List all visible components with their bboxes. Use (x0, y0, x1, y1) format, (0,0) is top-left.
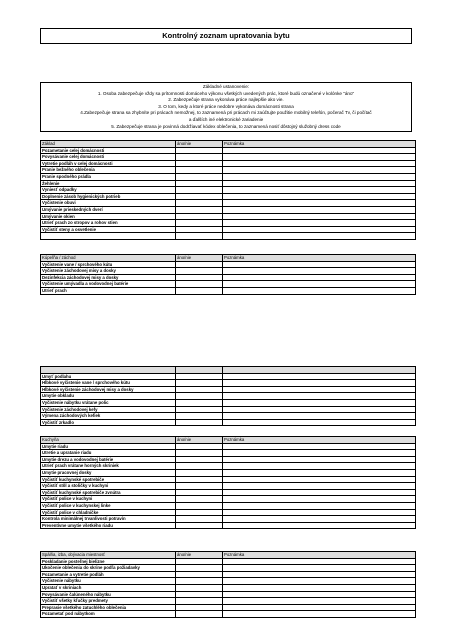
yes-no-cell[interactable] (176, 483, 223, 490)
yes-no-cell[interactable] (176, 604, 223, 611)
table-row (41, 160, 416, 167)
task-label: Ukočenie oblečenia do skrine podľa požiadavky (41, 565, 176, 572)
table-row (41, 558, 416, 565)
yes-no-cell[interactable] (176, 558, 223, 565)
yes-no-cell[interactable] (176, 393, 223, 400)
yes-no-cell[interactable] (176, 206, 223, 213)
yes-no-cell[interactable] (176, 180, 223, 187)
yes-no-cell[interactable] (176, 502, 223, 509)
section-header-row (41, 552, 416, 559)
yes-no-cell[interactable] (176, 489, 223, 496)
note-cell[interactable] (223, 463, 416, 470)
checklist-section-table (40, 254, 416, 295)
yes-no-cell[interactable] (176, 611, 223, 618)
yes-no-cell[interactable] (176, 406, 223, 413)
table-row (41, 469, 416, 476)
task-label: Utrieť prach (41, 287, 176, 294)
note-header: Poznámka (223, 255, 416, 262)
yes-no-cell[interactable] (176, 380, 223, 387)
task-label: Umytie obkladu (41, 393, 176, 400)
task-label: Pranie spodného prádla (41, 173, 176, 180)
note-cell[interactable] (223, 516, 416, 523)
yes-no-cell[interactable] (176, 193, 223, 200)
checklist-sheet (40, 0, 450, 632)
yes-no-header: áno/nie (176, 141, 223, 148)
note-header (223, 367, 416, 374)
task-label (41, 233, 176, 240)
note-cell[interactable] (223, 380, 416, 387)
table-row (41, 233, 416, 240)
section-header-row (41, 255, 416, 262)
task-label: Pozametanie celej domácnosti (41, 147, 176, 154)
note-cell[interactable] (223, 483, 416, 490)
yes-no-cell[interactable] (176, 565, 223, 572)
note-cell[interactable] (223, 502, 416, 509)
task-label: Doplnenie zásob hygienických potrieb (41, 193, 176, 200)
task-label: Vyčistiť kuchynské spotrebiče zvnútra (41, 489, 176, 496)
yes-no-cell[interactable] (176, 496, 223, 503)
task-label: Preventívne umytie všetkého riadu (41, 522, 176, 529)
note-cell[interactable] (223, 200, 416, 207)
table-row (41, 373, 416, 380)
yes-no-cell[interactable] (176, 469, 223, 476)
yes-no-cell[interactable] (176, 522, 223, 529)
table-row (41, 516, 416, 523)
note-cell[interactable] (223, 419, 416, 426)
checklist-section-table (40, 436, 416, 529)
note-cell[interactable] (223, 522, 416, 529)
task-label: Vyčistiť všetky kľučky predmety (41, 598, 176, 605)
section-header (41, 367, 176, 374)
task-label: Vytretie podláh v celej domácnosti (41, 160, 176, 167)
note-cell[interactable] (223, 281, 416, 288)
task-label: Vyčistiť police v chladničke (41, 509, 176, 516)
section-header-row (41, 367, 416, 374)
yes-no-cell[interactable] (176, 173, 223, 180)
yes-no-cell[interactable] (176, 463, 223, 470)
task-label: Výmena záchodových kefiek (41, 413, 176, 420)
yes-no-cell[interactable] (176, 233, 223, 240)
table-row (41, 274, 416, 281)
note-cell[interactable] (223, 147, 416, 154)
note-cell[interactable] (223, 274, 416, 281)
intro-line: 5. Zabezpečuje strana je povinná dodržiavať kódex oblečenia, to zaznamená nosiť dôstojný služobný dress code (111, 123, 341, 129)
table-row (41, 147, 416, 154)
yes-no-cell[interactable] (176, 584, 223, 591)
task-label: Utretie a upratanie riadu (41, 450, 176, 457)
table-row (41, 456, 416, 463)
yes-no-cell[interactable] (176, 226, 223, 233)
table-row (41, 522, 416, 529)
task-label: Pozametanie a vytretie podláh (41, 571, 176, 578)
note-cell[interactable] (223, 469, 416, 476)
note-cell[interactable] (223, 373, 416, 380)
task-label: Poskladanie posteľnej bielizne (41, 558, 176, 565)
yes-no-header (176, 367, 223, 374)
table-row (41, 268, 416, 275)
note-cell[interactable] (223, 173, 416, 180)
note-cell[interactable] (223, 489, 416, 496)
table-row (41, 502, 416, 509)
yes-no-cell[interactable] (176, 213, 223, 220)
note-header: Poznámka (223, 552, 416, 559)
yes-no-cell[interactable] (176, 419, 223, 426)
note-cell[interactable] (223, 406, 416, 413)
yes-no-cell[interactable] (176, 187, 223, 194)
table-row (41, 226, 416, 233)
section-header: Kúpeľňa / záchod (41, 255, 176, 262)
note-cell[interactable] (223, 591, 416, 598)
note-cell[interactable] (223, 193, 416, 200)
table-row (41, 419, 416, 426)
table-row (41, 450, 416, 457)
checklist-section-table (40, 551, 416, 618)
task-label: Pozametať pod nábytkom (41, 611, 176, 618)
yes-no-cell[interactable] (176, 274, 223, 281)
note-cell[interactable] (223, 180, 416, 187)
table-row (41, 167, 416, 174)
table-row (41, 611, 416, 618)
task-label: Preprasie všetkého zatuchlého oblečenia (41, 604, 176, 611)
table-row (41, 399, 416, 406)
task-label: Vyčistenie vane / sprchového kútu (41, 261, 176, 268)
note-cell[interactable] (223, 584, 416, 591)
yes-no-cell[interactable] (176, 220, 223, 227)
intro-box (40, 82, 412, 132)
task-label: Vyčistenie záchodovej misy a dosky (41, 268, 176, 275)
section-header-row (41, 437, 416, 444)
task-label: Vyčistiť zrkadlo (41, 419, 176, 426)
intro-line: 2. Zabezpečuje strana vykonáva práce najlepšie ako vie. (168, 97, 284, 103)
note-cell[interactable] (223, 578, 416, 585)
yes-no-cell[interactable] (176, 261, 223, 268)
table-row (41, 406, 416, 413)
table-row (41, 193, 416, 200)
intro-heading: Základné ustanovenie: (202, 84, 250, 89)
yes-no-cell[interactable] (176, 281, 223, 288)
task-label: Povysávanie čalúneného nábytku (41, 591, 176, 598)
yes-no-cell[interactable] (176, 399, 223, 406)
task-label: Vyčistenie nábytku vrátane polic (41, 399, 176, 406)
task-label: Dezinfekcia záchodovej misy a dosky (41, 274, 176, 281)
note-cell[interactable] (223, 287, 416, 294)
note-cell[interactable] (223, 154, 416, 161)
yes-no-cell[interactable] (176, 509, 223, 516)
table-row (41, 591, 416, 598)
table-row (41, 187, 416, 194)
note-cell[interactable] (223, 456, 416, 463)
table-row (41, 565, 416, 572)
yes-no-cell[interactable] (176, 373, 223, 380)
table-row (41, 483, 416, 490)
note-cell[interactable] (223, 160, 416, 167)
table-row (41, 287, 416, 294)
section-header: Kuchyňa (41, 437, 176, 444)
table-row (41, 496, 416, 503)
yes-no-header: áno/nie (176, 552, 223, 559)
yes-no-cell[interactable] (176, 516, 223, 523)
table-row (41, 598, 416, 605)
note-cell[interactable] (223, 598, 416, 605)
table-row (41, 200, 416, 207)
yes-no-cell[interactable] (176, 413, 223, 420)
task-label: Vyčistenie záchodovej kefy (41, 406, 176, 413)
yes-no-cell[interactable] (176, 200, 223, 207)
task-label: Hĺbkové vyčistenie záchodovej misy a dosky (41, 386, 176, 393)
checklist-section-table (40, 140, 416, 240)
task-label: Umytie pracovnej dosky (41, 469, 176, 476)
task-label: Umývanie okien (41, 213, 176, 220)
table-row (41, 604, 416, 611)
table-row (41, 584, 416, 591)
task-label: Žehlenie (41, 180, 176, 187)
task-label: Utrieť prach vrátane horných skriniek (41, 463, 176, 470)
table-row (41, 213, 416, 220)
yes-no-cell[interactable] (176, 167, 223, 174)
task-label: Utrieť prach zo stropov a rohov stien (41, 220, 176, 227)
table-row (41, 173, 416, 180)
note-cell[interactable] (223, 558, 416, 565)
table-row (41, 380, 416, 387)
table-row (41, 180, 416, 187)
task-label: Pranie bežného oblečenia (41, 167, 176, 174)
task-label: Povysávanie celej domácnosti (41, 154, 176, 161)
task-label: Vyčistiť police v kuchynskej linke (41, 502, 176, 509)
yes-no-cell[interactable] (176, 578, 223, 585)
yes-no-cell[interactable] (176, 443, 223, 450)
note-cell[interactable] (223, 233, 416, 240)
note-cell[interactable] (223, 261, 416, 268)
intro-line: 1. Osoba zabezpečuje vždy sa prítomnosti domáceho výkonu všetkých uvedených prác, ktoré budú označené v kolónke "áno" (97, 90, 355, 96)
table-row (41, 476, 416, 483)
document-title: Kontrolný zoznam upratovania bytu (40, 28, 412, 44)
yes-no-cell[interactable] (176, 147, 223, 154)
note-cell[interactable] (223, 509, 416, 516)
note-cell[interactable] (223, 565, 416, 572)
table-row (41, 281, 416, 288)
yes-no-cell[interactable] (176, 287, 223, 294)
table-row (41, 393, 416, 400)
table-row (41, 413, 416, 420)
note-cell[interactable] (223, 220, 416, 227)
yes-no-header: áno/nie (176, 255, 223, 262)
task-label: Vyčistenie obuvi (41, 200, 176, 207)
note-cell[interactable] (223, 206, 416, 213)
table-row (41, 571, 416, 578)
intro-line: 3. O tom, kedy a ktoré práce nedobre vykonáva domácnosti strana (158, 103, 294, 109)
task-label: Vyčistenie umývadla a vodovodnej batérie (41, 281, 176, 288)
intro-line: a ďalších iné elektronické zariadenie (188, 116, 264, 122)
task-label: Vyniesť odpadky (41, 187, 176, 194)
table-row (41, 261, 416, 268)
task-label: Umyť podlahu (41, 373, 176, 380)
note-cell[interactable] (223, 450, 416, 457)
yes-no-cell[interactable] (176, 268, 223, 275)
yes-no-cell[interactable] (176, 591, 223, 598)
note-cell[interactable] (223, 226, 416, 233)
yes-no-cell[interactable] (176, 160, 223, 167)
yes-no-header: áno/nie (176, 437, 223, 444)
table-row (41, 154, 416, 161)
note-cell[interactable] (223, 393, 416, 400)
yes-no-cell[interactable] (176, 386, 223, 393)
yes-no-cell[interactable] (176, 456, 223, 463)
task-label: Vyčistiť kuchynské spotrebiče (41, 476, 176, 483)
yes-no-cell[interactable] (176, 598, 223, 605)
section-header: Základ (41, 141, 176, 148)
note-cell[interactable] (223, 496, 416, 503)
task-label: Vyčistiť steny a osvetlenie (41, 226, 176, 233)
table-row (41, 386, 416, 393)
table-row (41, 206, 416, 213)
note-header: Poznámka (223, 437, 416, 444)
note-cell[interactable] (223, 604, 416, 611)
note-cell[interactable] (223, 413, 416, 420)
note-cell[interactable] (223, 611, 416, 618)
table-row (41, 578, 416, 585)
task-label: Umývanie prieskedných dverí (41, 206, 176, 213)
yes-no-cell[interactable] (176, 154, 223, 161)
note-cell[interactable] (223, 268, 416, 275)
note-cell[interactable] (223, 476, 416, 483)
yes-no-cell[interactable] (176, 571, 223, 578)
note-cell[interactable] (223, 167, 416, 174)
table-row (41, 220, 416, 227)
task-label: Vyčistenie nábytku (41, 578, 176, 585)
yes-no-cell[interactable] (176, 450, 223, 457)
note-cell[interactable] (223, 571, 416, 578)
note-cell[interactable] (223, 399, 416, 406)
yes-no-cell[interactable] (176, 476, 223, 483)
task-label: Vyčistiť stôl a stoličky v kuchyni (41, 483, 176, 490)
task-label: Hĺbkové vyčistenie vane / sprchového kútu (41, 380, 176, 387)
section-header-row (41, 141, 416, 148)
table-row (41, 489, 416, 496)
task-label: Umytie drezu a vodovodnej batérie (41, 456, 176, 463)
section-header: Spálňa, izba, obývacia miestnosť (41, 552, 176, 559)
checklist-section-table (40, 366, 416, 426)
note-header: Poznámka (223, 141, 416, 148)
table-row (41, 443, 416, 450)
table-row (41, 509, 416, 516)
note-cell[interactable] (223, 213, 416, 220)
task-label: Umytie riadu (41, 443, 176, 450)
table-row (41, 463, 416, 470)
intro-line: 4.Zabezpečuje strana sa zhybníte pri prácach nemožnej, to zaznamená pri prácach mi zaúčtujte použitie mobilný telefón, počerač Tv, či počítač (80, 110, 372, 116)
note-cell[interactable] (223, 443, 416, 450)
task-label: Kontrola minimálnej trvanlivosti potravín (41, 516, 176, 523)
note-cell[interactable] (223, 187, 416, 194)
note-cell[interactable] (223, 386, 416, 393)
task-label: Upratať v skriniach (41, 584, 176, 591)
task-label: Vyčistiť police v kuchyni (41, 496, 176, 503)
